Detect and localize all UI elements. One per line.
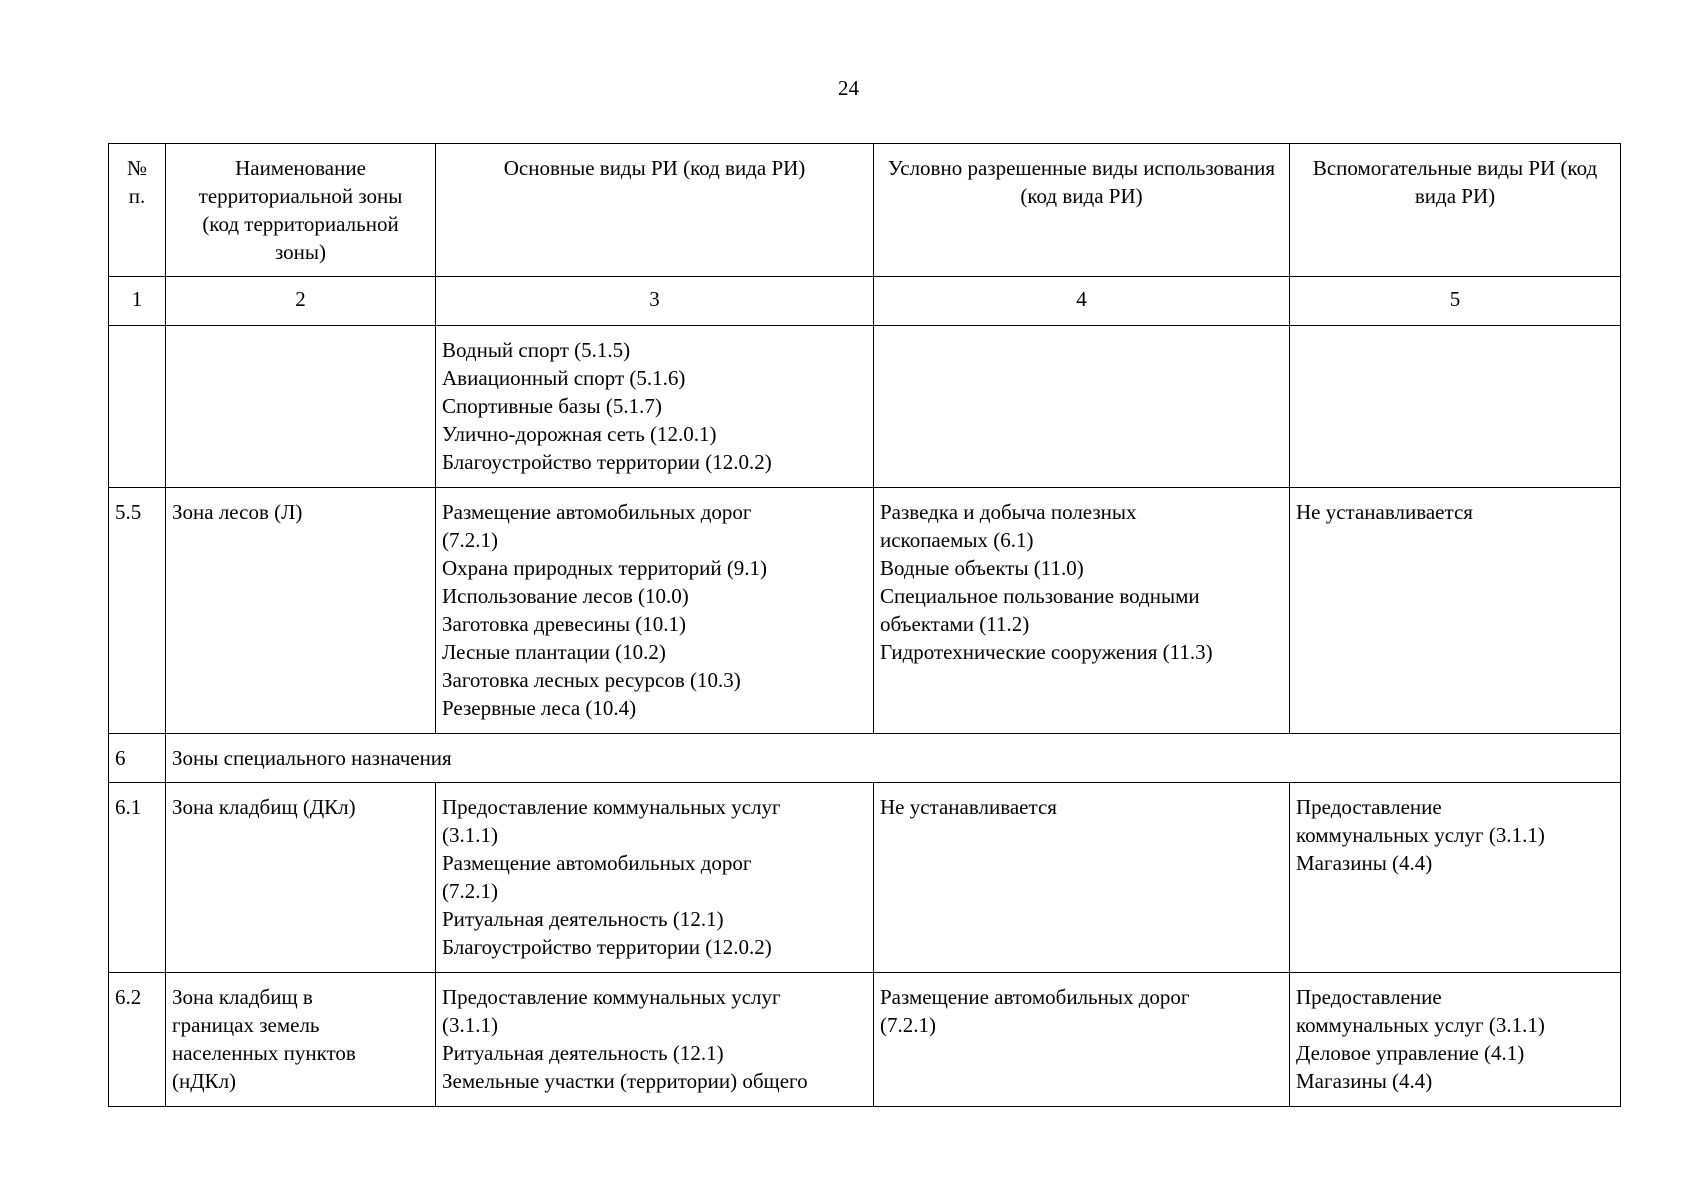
row-number: 5.5 <box>109 488 166 734</box>
auxiliary-uses <box>1290 326 1621 488</box>
zone-name: Зона лесов (Л) <box>166 488 436 734</box>
zone-name: Зона кладбищ (ДКл) <box>166 783 436 973</box>
header-zone-name: Наименование территориальной зоны (код территориальной зоны) <box>166 144 436 277</box>
row-number: 6.2 <box>109 973 166 1107</box>
conditional-uses <box>874 326 1290 488</box>
conditional-uses: Не устанавливается <box>874 783 1290 973</box>
column-number: 5 <box>1290 277 1621 326</box>
main-uses: Предоставление коммунальных услуг (3.1.1) Ритуальная деятельность (12.1) Земельные участки (территории) общего <box>436 973 874 1107</box>
page-number: 24 <box>838 76 859 100</box>
table-row <box>109 973 1621 1107</box>
table-row <box>109 326 1621 488</box>
column-number: 2 <box>166 277 436 326</box>
table-row <box>109 783 1621 973</box>
zone-name: Зона кладбищ в границах земель населенных пунктов (нДКл) <box>166 973 436 1107</box>
column-number-row <box>109 277 1621 326</box>
table-row <box>109 488 1621 734</box>
row-number: 6.1 <box>109 783 166 973</box>
auxiliary-uses: Предоставление коммунальных услуг (3.1.1) Деловое управление (4.1) Магазины (4.4) <box>1290 973 1621 1107</box>
auxiliary-uses: Предоставление коммунальных услуг (3.1.1) Магазины (4.4) <box>1290 783 1621 973</box>
section-row <box>109 734 1621 783</box>
main-uses: Водный спорт (5.1.5) Авиационный спорт (5.1.6) Спортивные базы (5.1.7) Улично-дорожная сеть (12.0.1) Благоустройство территории (12.0.2) <box>436 326 874 488</box>
section-title: Зоны специального назначения <box>166 734 1621 783</box>
auxiliary-uses: Не устанавливается <box>1290 488 1621 734</box>
column-number: 1 <box>109 277 166 326</box>
main-uses: Размещение автомобильных дорог (7.2.1) Охрана природных территорий (9.1) Использование лесов (10.0) Заготовка древесины (10.1) Лесные плантации (10.2) Заготовка лесных ресурсов (10.3) Резервные леса (10.4) <box>436 488 874 734</box>
header-conditional-uses: Условно разрешенные виды использования (код вида РИ) <box>874 144 1290 277</box>
table-header-row <box>109 144 1621 277</box>
header-main-uses: Основные виды РИ (код вида РИ) <box>436 144 874 277</box>
main-uses: Предоставление коммунальных услуг (3.1.1) Размещение автомобильных дорог (7.2.1) Ритуальная деятельность (12.1) Благоустройство территории (12.0.2) <box>436 783 874 973</box>
land-use-zones-table <box>108 143 1621 1107</box>
column-number: 4 <box>874 277 1290 326</box>
header-number: № п. <box>109 144 166 277</box>
section-number: 6 <box>109 734 166 783</box>
row-number <box>109 326 166 488</box>
zone-name <box>166 326 436 488</box>
conditional-uses: Разведка и добыча полезных ископаемых (6.1) Водные объекты (11.0) Специальное пользование водными объектами (11.2) Гидротехнические сооружения (11.3) <box>874 488 1290 734</box>
column-number: 3 <box>436 277 874 326</box>
header-auxiliary-uses: Вспомогательные виды РИ (код вида РИ) <box>1290 144 1621 277</box>
conditional-uses: Размещение автомобильных дорог (7.2.1) <box>874 973 1290 1107</box>
